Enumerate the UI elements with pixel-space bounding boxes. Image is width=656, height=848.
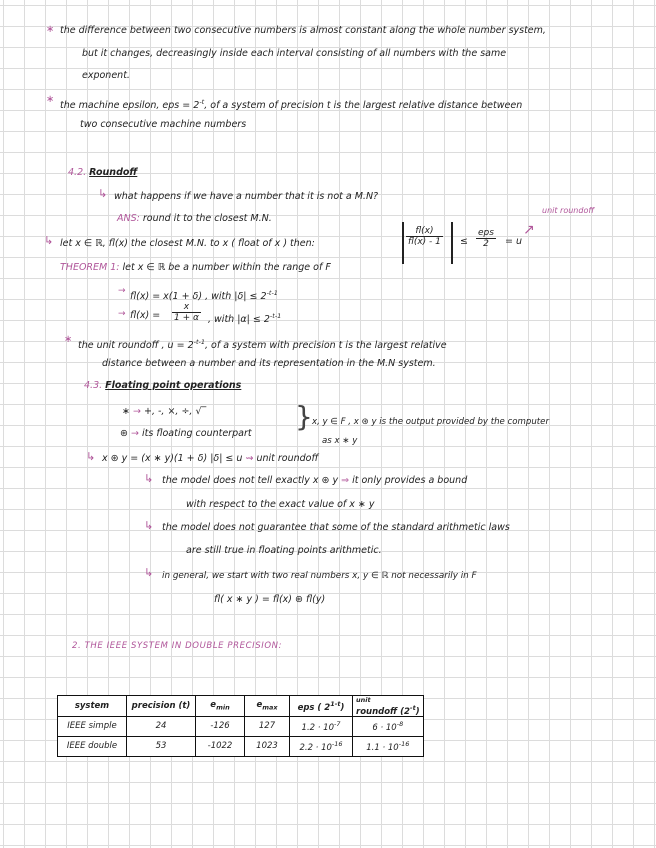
subscript: min [216,703,230,712]
unit-roundoff-note: unit roundoff [542,206,595,215]
arrow-right-icon: → [133,406,141,417]
fraction-denominator: fl(x) - 1 [408,237,441,247]
theorem-line [60,262,331,274]
bullet-icon: ∗ [46,24,55,35]
table-header-row [58,696,424,717]
superscript: -16 [331,739,343,748]
le-sign: ≤ [460,236,468,247]
theorem-label: THEOREM 1: [60,262,120,273]
note-line: the model does not guarantee that some of the standard arithmetic laws [162,522,510,533]
cell-eps [290,716,353,736]
formula-line: fl( x ∗ y ) = fl(x) ⊛ fl(y) [214,594,326,605]
arrow-right-icon: ⇒ [341,475,350,486]
equals-u: = u [505,236,523,247]
table-row [58,716,424,736]
cell-emax: 127 [245,716,290,736]
theorem-item [130,287,278,303]
text: the machine epsilon, eps = 2 [60,100,200,112]
eps-fraction [476,228,496,249]
section-2-title: 2. THE IEEE SYSTEM IN DOUBLE PRECISION: [72,641,283,651]
arrow-hook-icon: ↳ [44,234,54,247]
cell-unit [353,736,424,756]
superscript: -t-1 [269,312,282,320]
text: 1.2 · 10 [301,722,334,733]
note-line: with respect to the exact value of x ∗ y [186,499,375,510]
superscript: -t-1 [266,289,278,297]
cell-emin: -126 [196,716,245,736]
cell-eps [290,736,353,756]
text: fl(x) = x(1 + δ) , with |δ| ≤ 2 [130,291,267,303]
note-line: x, y ∈ F , x ⊛ y is the output provided by the computer [312,417,549,427]
arrow-right-icon: → [118,286,126,296]
superscript: -t [409,704,416,712]
note-line: as x ∗ y [322,436,358,446]
header-system: system [58,696,127,717]
operation-list: +, -, ×, ÷, √‾ [144,406,207,417]
text: e [256,700,263,711]
section-title: Floating point operations [105,380,242,391]
answer-line [117,213,272,225]
cell-emax: 1023 [245,736,290,756]
note-line: exponent. [82,70,130,81]
superscript: -t [199,98,205,106]
bullet-icon: ∗ [64,334,73,345]
text: roundoff (2 [356,706,410,717]
curved-arrow-icon: ↗ [523,222,535,238]
text: the model does not tell exactly x ⊛ y [162,475,339,486]
arrow-hook-icon: ↳ [144,519,154,532]
text: eps ( 2 [297,702,331,713]
theorem-item-2-lhs: fl(x) = [130,310,161,321]
note-line [60,96,522,112]
operation-description: its floating counterpart [142,428,252,439]
text: ) [415,706,420,717]
cell-precision: 24 [127,716,196,736]
cell-unit [353,716,424,736]
arrow-hook-icon: ↳ [144,472,154,485]
right-brace-icon: } [295,400,313,433]
header-emax [245,696,290,717]
text: e [210,700,217,711]
fraction [406,226,443,247]
superscript: -t-1 [193,338,205,346]
superscript: -7 [333,719,341,728]
abs-bar-left [402,222,404,264]
section-heading-fp [84,380,241,392]
circled-star-icon: ⊛ [120,428,128,439]
note-line [162,475,467,487]
note-line: the difference between two consecutive numbers is almost constant along the whole number system, [60,25,546,36]
squiggle-arrow-icon: ⇝ [245,453,254,464]
section-number: 4.2. [68,167,87,178]
cell-precision: 53 [127,736,196,756]
cell-system: IEEE double [58,736,127,756]
eps-numerator: eps [478,228,494,238]
header-eps [290,696,353,717]
bullet-icon: ∗ [46,94,55,105]
arrow-right-icon: → [118,309,126,319]
fraction-numerator: x [172,302,201,313]
eps-denominator: 2 [483,239,489,249]
note-line: in general, we start with two real numbers x, y ∈ ℝ not necessarily in F [162,571,477,581]
note-line: let x ∈ ℝ, fl(x) the closest M.N. to x ( float of x ) then: [60,238,315,249]
note-line: what happens if we have a number that it is not a M.N? [114,191,379,202]
section-number: 4.3. [84,380,103,391]
text: 1.1 · 10 [366,742,399,753]
table-row [58,736,424,756]
ieee-table [57,695,424,757]
text: , of a system of precision t is the largest relative distance between [204,100,523,112]
text: the unit roundoff , u = 2 [78,340,194,352]
formula-note: unit roundoff [256,453,319,464]
header-unit-roundoff [353,696,424,717]
operation-line [122,406,206,418]
text: it only provides a bound [352,475,468,486]
fraction-numerator: fl(x) [406,226,443,237]
superscript: 1-t [330,699,341,708]
note-line: but it changes, decreasingly inside each interval consisting of all numbers with the same [82,48,507,59]
text: unit [356,696,371,704]
formula: x ⊛ y = (x ∗ y)(1 + δ) |δ| ≤ u [102,453,243,464]
text: 2.2 · 10 [299,742,332,753]
text: ) [340,702,345,713]
note-line: distance between a number and its representation in the M.N system. [102,358,436,369]
header-precision: precision (t) [127,696,196,717]
fraction-denominator: 1 + α [174,313,199,323]
cell-emin: -1022 [196,736,245,756]
formula-line [102,453,318,465]
section-heading-roundoff [68,167,137,179]
superscript: -16 [398,739,410,748]
cell-system: IEEE simple [58,716,127,736]
star-icon: ∗ [122,406,130,417]
note-line: are still true in floating points arithmetic. [186,545,382,556]
abs-bar-right [451,222,453,264]
text: 6 · 10 [372,722,397,733]
subscript: max [262,703,278,712]
section-title: Roundoff [89,167,138,178]
theorem-fraction [172,302,201,323]
operation-line [120,428,252,440]
arrow-right-icon: → [131,428,139,439]
note-line: two consecutive machine numbers [80,119,247,130]
arrow-hook-icon: ↳ [144,566,154,579]
superscript: -8 [396,719,404,728]
note-line [78,336,447,352]
text: , of a system with precision t is the largest relative [205,340,447,352]
arrow-hook-icon: ↳ [98,187,108,200]
arrow-hook-icon: ↳ [86,450,96,463]
header-emin [196,696,245,717]
answer-label: ANS: [117,213,140,224]
answer-text: round it to the closest M.N. [142,213,272,224]
theorem-text: let x ∈ ℝ be a number within the range of F [122,262,331,273]
text: , with |α| ≤ 2 [208,314,270,326]
theorem-item-2-rhs [208,310,281,326]
